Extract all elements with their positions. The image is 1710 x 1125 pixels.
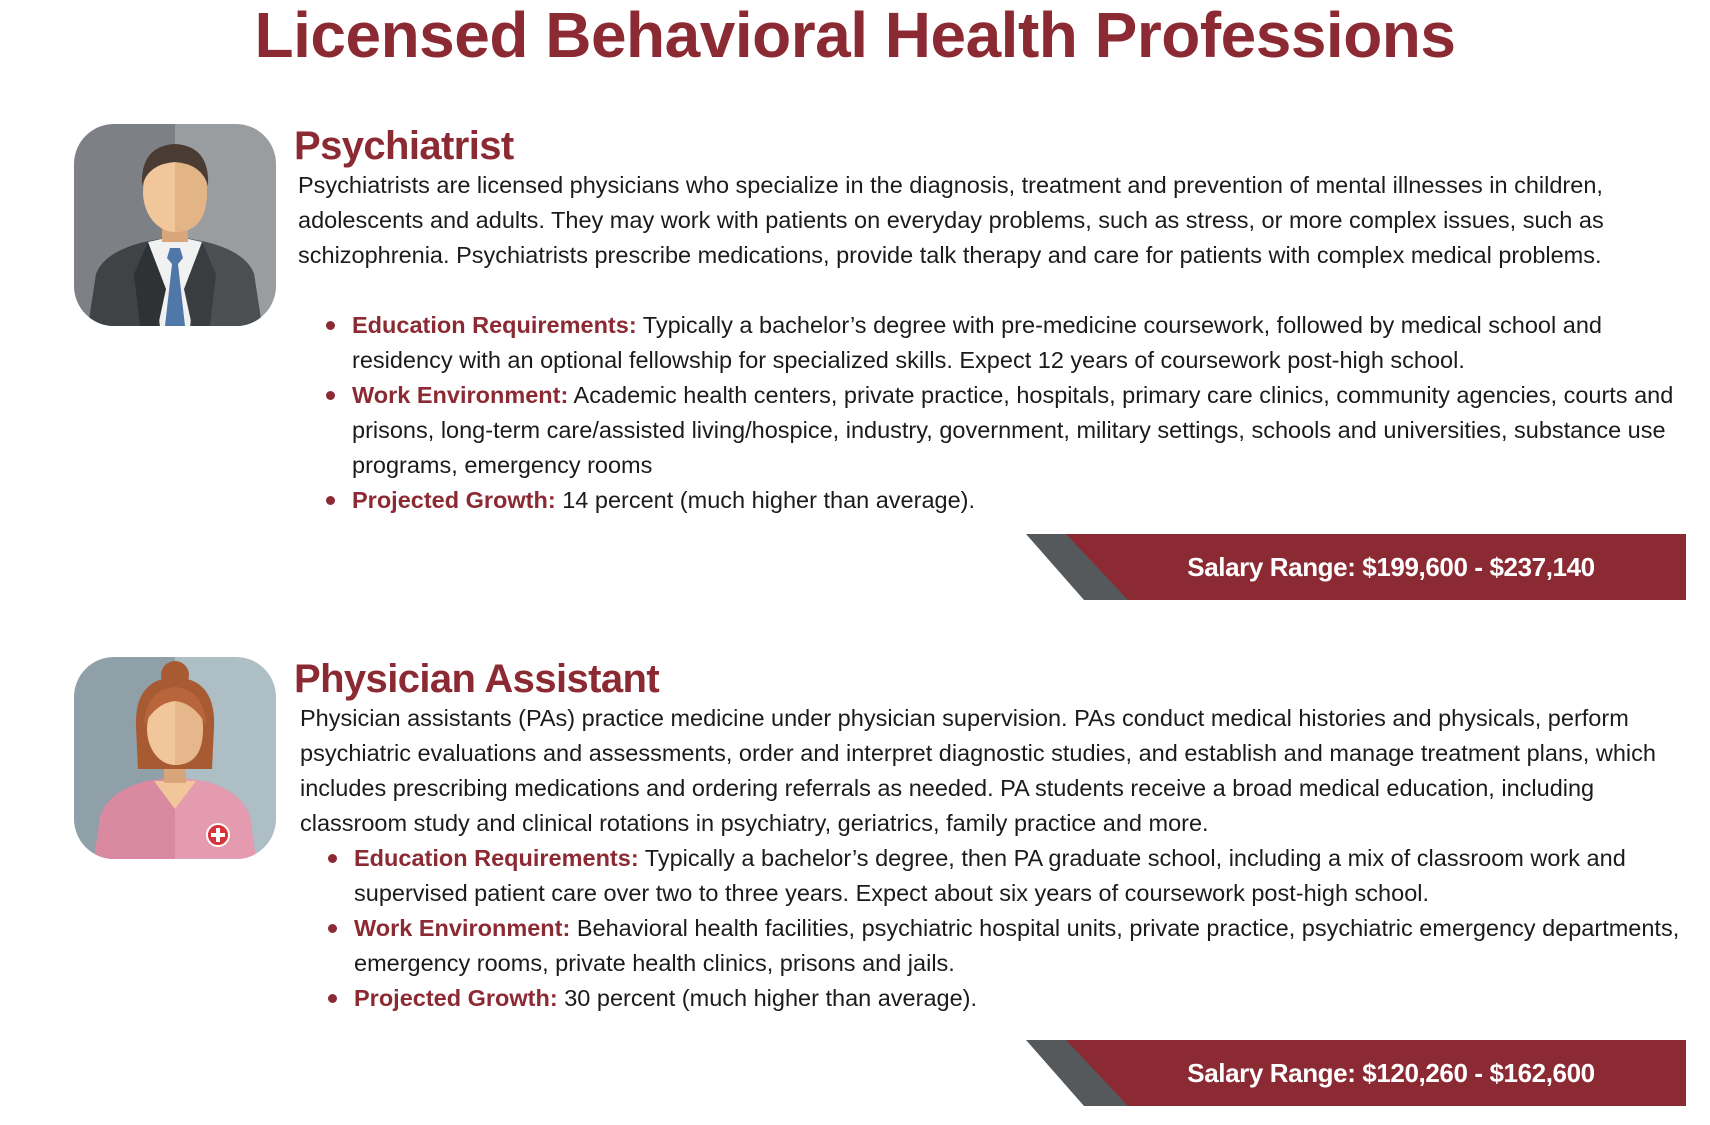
page-title: Licensed Behavioral Health Professions (254, 0, 1456, 71)
list-item (324, 308, 1684, 378)
list-item (326, 981, 1686, 1016)
profession-details-list (326, 841, 1686, 1016)
list-item (326, 841, 1686, 911)
profession-description: Psychiatrists are licensed physicians who specialize in the diagnosis, treatment and prevention of mental illnesses in children, adolescents and adults. They may work with patients on everyday problems, such as stress, or more complex issues, such as schizophrenia. Psychiatrists prescribe medications, provide talk therapy and care for patients with complex medical problems. (298, 172, 1604, 268)
profession-title: Physician Assistant (294, 657, 660, 701)
bullet-icon (328, 854, 337, 863)
detail-label: Education Requirements: (352, 312, 637, 338)
detail-text: Typically a bachelor’s degree, then PA graduate school, including a mix of classroom work and supervised patient care over two to three years. Expect about six years of coursework post-high school. (354, 845, 1626, 906)
detail-label: Projected Growth: (354, 985, 558, 1011)
detail-text: Behavioral health facilities, psychiatric hospital units, private practice, psychiatric emergency departments, emergency rooms, private health clinics, prisons and jails. (354, 915, 1680, 976)
salary-banner (1026, 534, 1686, 600)
list-item (326, 911, 1686, 981)
bullet-icon (328, 924, 337, 933)
male-doctor-avatar-icon (74, 124, 276, 326)
bullet-icon (328, 994, 337, 1003)
detail-text: Typically a bachelor’s degree with pre-medicine coursework, followed by medical school and residency with an optional fellowship for specialized skills. Expect 12 years of coursework post-high school. (352, 312, 1602, 373)
profession-physician-assistant (0, 655, 1710, 1115)
profession-title: Psychiatrist (294, 124, 514, 168)
detail-text: 14 percent (much higher than average). (555, 487, 976, 513)
detail-label: Education Requirements: (354, 845, 639, 871)
list-item (324, 378, 1684, 483)
detail-label: Projected Growth: (352, 487, 556, 513)
salary-range: Salary Range: $199,600 - $237,140 (1187, 552, 1595, 582)
profession-description: Physician assistants (PAs) practice medicine under physician supervision. PAs conduct medical histories and physicals, perform psychiatric evaluations and assessments, order and interpret diagnostic studies, and establish and manage treatment plans, which includes prescribing medications and ordering referrals as needed. PA students receive a broad medical education, including classroom study and clinical rotations in psychiatry, geriatrics, family practice and more. (300, 705, 1656, 836)
bullet-icon (326, 391, 335, 400)
list-item (324, 483, 1684, 518)
bullet-icon (326, 496, 335, 505)
profession-psychiatrist (0, 122, 1710, 602)
female-nurse-avatar-icon (74, 657, 276, 859)
detail-label: Work Environment: (352, 382, 569, 408)
salary-range: Salary Range: $120,260 - $162,600 (1187, 1058, 1595, 1088)
bullet-icon (326, 321, 335, 330)
detail-label: Work Environment: (354, 915, 571, 941)
profession-details-list (324, 308, 1684, 518)
detail-text: Academic health centers, private practice, hospitals, primary care clinics, community agencies, courts and prisons, long-term care/assisted living/hospice, industry, government, military settings, schools and universities, substance use programs, emergency rooms (352, 382, 1674, 478)
detail-text: 30 percent (much higher than average). (557, 985, 978, 1011)
salary-banner (1026, 1040, 1686, 1106)
